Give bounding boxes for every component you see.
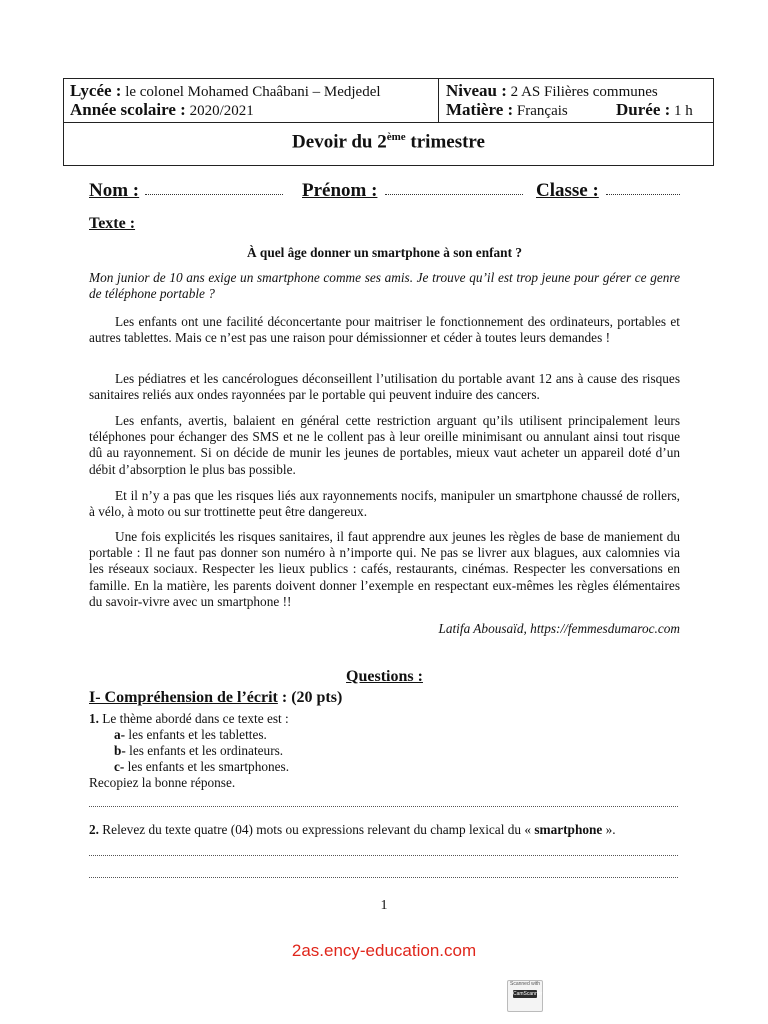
nom-label: Nom :	[89, 180, 140, 201]
annee-value: 2020/2021	[189, 103, 254, 119]
section-heading	[89, 689, 342, 707]
lycee-value: le colonel Mohamed Chaâbani – Medjedel	[125, 84, 381, 100]
niveau-label: Niveau :	[446, 81, 507, 100]
duree-line	[616, 100, 693, 120]
page-number: 1	[380, 898, 388, 913]
texte-paragraph: Et il n’y a pas que les risques liés aux rayonnements nocifs, manipuler un smartphone chaussé de rollers, à vélo, à moto ou sur trottinette peut être dangereux.	[89, 488, 680, 520]
question-2-number: 2.	[89, 822, 99, 837]
option-text: les enfants et les tablettes.	[125, 727, 267, 742]
exam-title	[64, 131, 713, 153]
question-2-keyword: smartphone	[534, 822, 603, 837]
section-points: : (20 pts)	[277, 689, 343, 706]
option-letter: c-	[114, 759, 125, 774]
lycee-label: Lycée :	[70, 81, 122, 100]
option-letter: b-	[114, 743, 126, 758]
texte-paragraph: Les pédiatres et les cancérologues déconseillent l’utilisation du portable avant 12 ans à cause des risques sanitaires reliés aux ondes rayonnées par le portable qui peuvent induire des cancers.	[89, 371, 680, 403]
matiere-line	[446, 100, 568, 120]
annee-label: Année scolaire :	[70, 100, 186, 119]
option-c	[114, 759, 289, 775]
question-2-text: Relevez du texte quatre (04) mots ou expressions relevant du champ lexical du «	[98, 822, 535, 837]
classe-field[interactable]	[606, 194, 680, 195]
texte-source: Latifa Abousaïd, https://femmesdumaroc.com	[438, 621, 680, 636]
nom-field[interactable]	[145, 194, 283, 195]
footer-link[interactable]: 2as.ency-education.com	[291, 941, 477, 960]
lycee-line	[70, 81, 381, 101]
texte-label: Texte :	[89, 215, 136, 232]
matiere-value: Français	[516, 103, 568, 119]
question-1-number: 1.	[89, 711, 99, 726]
answer-line[interactable]	[89, 806, 678, 807]
option-text: les enfants et les ordinateurs.	[125, 743, 284, 758]
question-1-instruction: Recopiez la bonne réponse.	[89, 775, 236, 790]
texte-intro: Mon junior de 10 ans exige un smartphone comme ses amis. Je trouve qu’il est trop jeune pour gérer ce genre de téléphone portable ?	[89, 270, 680, 302]
questions-heading: Questions :	[346, 668, 423, 685]
stamp-logo: CamScanner	[513, 991, 543, 997]
exam-title-pre: Devoir du 2	[292, 131, 387, 153]
question-2-end: ».	[602, 822, 616, 837]
header-box	[63, 78, 714, 166]
texte-paragraph: Les enfants, avertis, balaient en général cette restriction arguant qu’ils utilisent principalement leurs téléphones pour échanger des SMS et ne le collent pas à leur oreille minimisant ou annulant ainsi tout risque dû au rayonnement. Si on décide de munir les jeunes de portables, mieux vaut acheter un appareil doté d’un débit d’absorption le plus bas possible.	[89, 413, 680, 477]
niveau-line	[446, 81, 658, 101]
answer-line[interactable]	[89, 877, 678, 878]
duree-value: 1 h	[674, 103, 693, 119]
duree-label: Durée :	[616, 100, 671, 119]
header-info-row	[64, 79, 713, 123]
classe-label: Classe :	[536, 180, 599, 201]
stamp-caption: Scanned with	[509, 981, 541, 987]
matiere-label: Matière :	[446, 100, 514, 119]
section-label: I- Compréhension de l’écrit	[89, 689, 278, 706]
annee-line	[70, 100, 254, 120]
niveau-value: 2 AS Filières communes	[510, 84, 658, 100]
exam-title-sup: ème	[386, 131, 406, 143]
question-1-text: Le thème abordé dans ce texte est :	[98, 711, 289, 726]
question-2	[89, 822, 616, 838]
option-letter: a-	[114, 727, 126, 742]
exam-title-post: trimestre	[405, 131, 485, 153]
option-a	[114, 727, 267, 743]
prenom-label: Prénom :	[302, 180, 378, 201]
option-text: les enfants et les smartphones.	[124, 759, 290, 774]
camscanner-stamp	[507, 980, 543, 1012]
answer-line[interactable]	[89, 855, 678, 856]
texte-paragraph: Une fois explicités les risques sanitaires, il faut apprendre aux jeunes les règles de base de maniement du portable : Il ne faut pas donner son numéro à n’importe qui. Ne pas se livrer aux blagues, aux calomnies via les réseaux sociaux. Respecter les lieux publics : cafés, restaurants, cinémas. Respecter les conversations en famille. En la matière, les parents doivent donner l’exemple en respectant eux-mêmes les règles élémentaires du savoir-vivre avec un smartphone !!	[89, 529, 680, 609]
school-cell	[64, 79, 439, 122]
texte-paragraph: Les enfants ont une facilité déconcertante pour maitriser le fonctionnement des ordinateurs, portables et autres tablettes. Mais ce n’est pas une raison pour démissionner et céder à toutes leurs demandes !	[89, 314, 680, 346]
texte-title: À quel âge donner un smartphone à son enfant ?	[247, 245, 522, 260]
prenom-field[interactable]	[385, 194, 523, 195]
option-b	[114, 743, 283, 759]
question-1	[89, 711, 289, 727]
